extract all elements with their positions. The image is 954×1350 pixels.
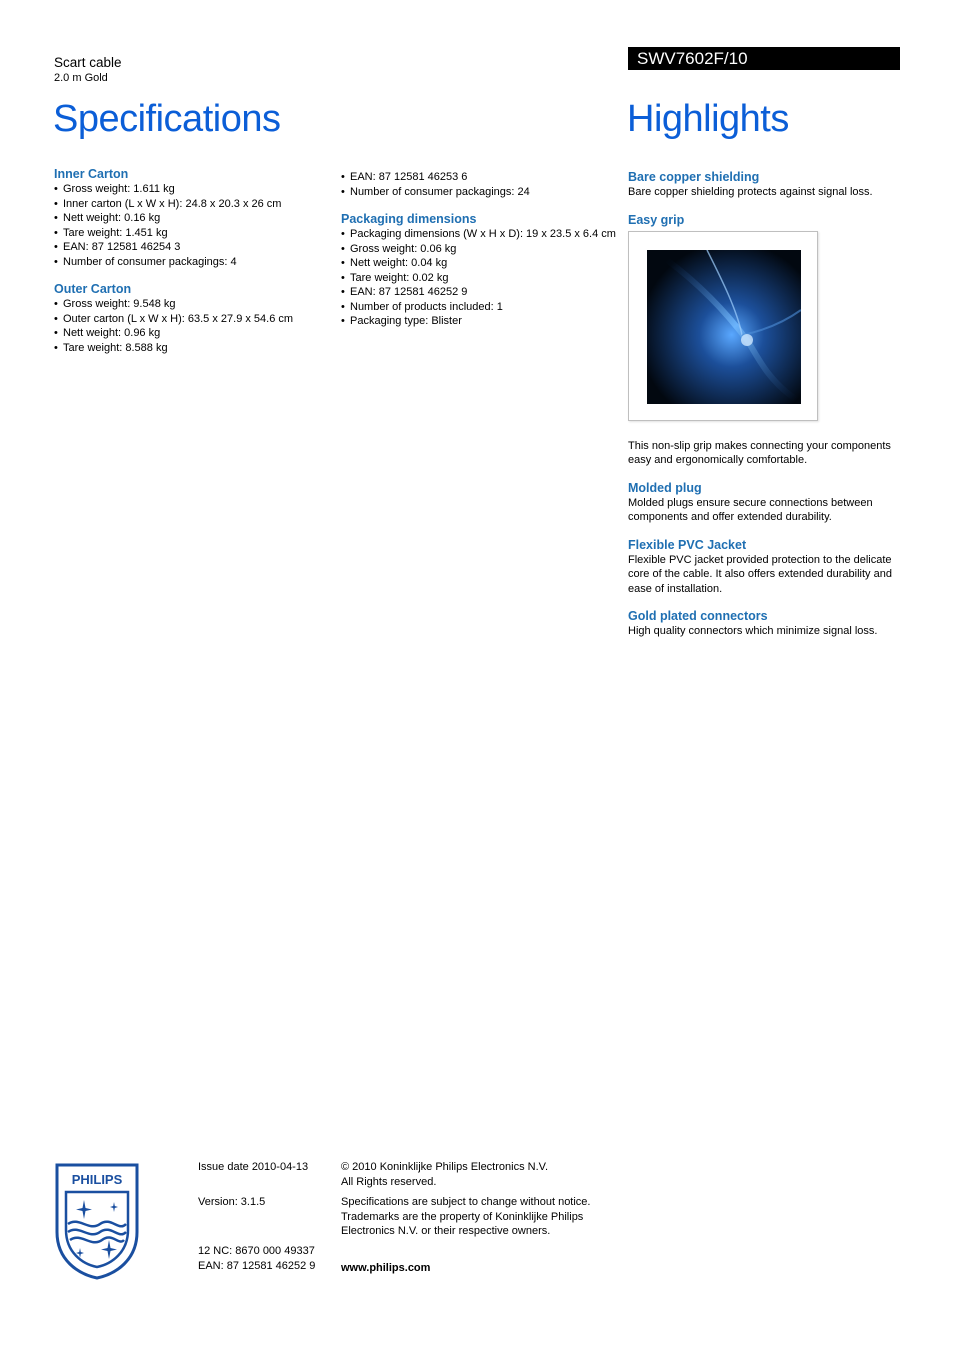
- highlight-text: Molded plugs ensure secure connections between components and offer extended durability.: [628, 496, 873, 523]
- highlight-title: Gold plated connectors: [628, 609, 768, 623]
- list-item: • Nett weight: 0.16 kg: [54, 211, 334, 226]
- highlight-text: This non-slip grip makes connecting your components easy and ergonomically comfortable.: [628, 439, 891, 466]
- disclaimer-line: Specifications are subject to change without notice.: [341, 1196, 591, 1208]
- specs-column-1: [54, 167, 334, 368]
- outer-carton-continued-list: [341, 170, 621, 199]
- outer-carton-title: Outer Carton: [54, 282, 132, 296]
- list-item: • Nett weight: 0.96 kg: [54, 326, 334, 341]
- list-item: • Gross weight: 1.611 kg: [54, 182, 334, 197]
- list-item: • Number of consumer packagings: 24: [341, 185, 621, 200]
- list-item: • Outer carton (L x W x H): 63.5 x 27.9 x 54.6 cm: [54, 312, 334, 327]
- highlight-title: Easy grip: [628, 212, 685, 227]
- list-item: • Packaging dimensions (W x H x D): 19 x 23.5 x 6.4 cm: [341, 227, 621, 242]
- list-item: • Number of products included: 1: [341, 300, 621, 315]
- list-item: • EAN: 87 12581 46253 6: [341, 170, 621, 185]
- highlight-title: Bare copper shielding: [628, 170, 760, 184]
- list-item: • Tare weight: 8.588 kg: [54, 341, 334, 356]
- website-link[interactable]: www.philips.com: [341, 1261, 431, 1274]
- list-item: • EAN: 87 12581 46254 3: [54, 240, 334, 255]
- model-number-bar: SWV7602F/10: [628, 47, 900, 70]
- product-subtitle: 2.0 m Gold: [54, 72, 108, 84]
- issue-date: Issue date 2010-04-13: [198, 1161, 309, 1173]
- highlight-item: [628, 609, 903, 639]
- list-item: • Gross weight: 0.06 kg: [341, 242, 621, 257]
- footer-legal-column: [341, 1160, 601, 1275]
- list-item: • Nett weight: 0.04 kg: [341, 256, 621, 271]
- list-item: • Inner carton (L x W x H): 24.8 x 20.3 x 26 cm: [54, 197, 334, 212]
- version: Version: 3.1.5: [198, 1195, 266, 1208]
- highlight-text: High quality connectors which minimize signal loss.: [628, 625, 878, 637]
- specifications-title: Specifications: [53, 98, 281, 140]
- highlights-title: Highlights: [627, 98, 789, 140]
- packaging-dimensions-list: [341, 227, 621, 329]
- list-item: • Gross weight: 9.548 kg: [54, 297, 334, 312]
- copyright-line: All Rights reserved.: [341, 1175, 437, 1188]
- highlight-text: Flexible PVC jacket provided protection to the delicate core of the cable. It also offers extended durability and ease of installation.: [628, 553, 892, 595]
- highlights-column: [628, 170, 903, 652]
- disclaimer-line: Electronics N.V. or their respective owners.: [341, 1225, 551, 1237]
- inner-carton-list: [54, 182, 334, 269]
- philips-logo: [54, 1162, 140, 1280]
- highlight-title: Flexible PVC Jacket: [628, 537, 747, 552]
- highlight-item: [628, 481, 903, 525]
- highlight-item: [628, 170, 903, 200]
- copyright-line: © 2010 Koninklijke Philips Electronics N.V.: [341, 1161, 549, 1173]
- inner-carton-title: Inner Carton: [54, 167, 129, 181]
- list-item: • Tare weight: 1.451 kg: [54, 226, 334, 241]
- packaging-dimensions-title: Packaging dimensions: [341, 212, 477, 226]
- list-item: • EAN: 87 12581 46252 9: [341, 285, 621, 300]
- list-item: • Tare weight: 0.02 kg: [341, 271, 621, 286]
- easy-grip-image: [647, 250, 801, 404]
- highlight-title: Molded plug: [628, 480, 702, 495]
- nc-code: 12 NC: 8670 000 49337: [198, 1245, 315, 1257]
- product-name: Scart cable: [54, 55, 122, 70]
- outer-carton-list: [54, 297, 334, 355]
- list-item: • Number of consumer packagings: 4: [54, 255, 334, 270]
- highlight-text: Bare copper shielding protects against signal loss.: [628, 186, 873, 198]
- ean-code: EAN: 87 12581 46252 9: [198, 1259, 316, 1272]
- cable-glow-icon: [647, 250, 801, 404]
- specs-column-2: [341, 170, 621, 342]
- highlight-item: [628, 213, 903, 468]
- highlight-item: [628, 538, 903, 597]
- logo-wordmark: PHILIPS: [71, 1172, 123, 1187]
- disclaimer-line: Trademarks are the property of Koninklijke Philips: [341, 1210, 584, 1223]
- list-item: • Packaging type: Blister: [341, 314, 621, 329]
- easy-grip-image-frame: [628, 231, 818, 421]
- philips-shield-icon: [54, 1162, 140, 1280]
- footer-meta-column: [198, 1160, 333, 1273]
